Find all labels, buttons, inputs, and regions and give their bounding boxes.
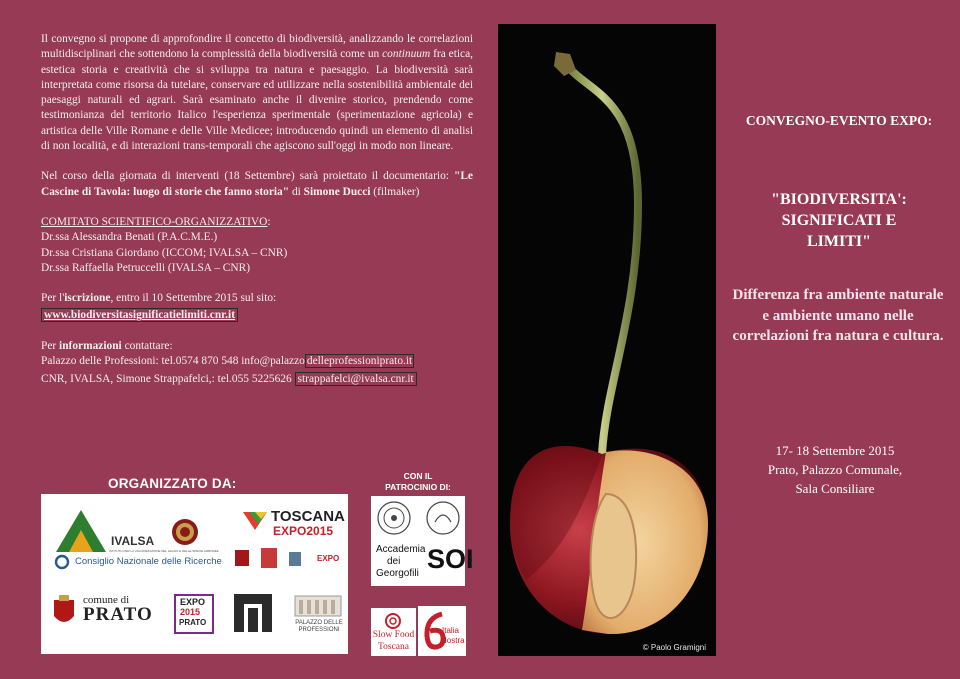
accademia-label-c: Georgofili <box>376 568 419 579</box>
square-logo-icon <box>234 594 272 632</box>
info-email-link-cnr[interactable]: strappafelci@ivalsa.cnr.it <box>295 372 417 386</box>
info-contact-palazzo: Palazzo delle Professioni: tel.0574 870 548 info@palazzo <box>41 355 305 368</box>
italianostra-label-b: Nostra <box>441 636 465 645</box>
event-title <box>720 189 958 252</box>
slowfood-logo <box>371 608 416 656</box>
event-title-line-2: SIGNIFICATI E <box>781 212 897 229</box>
event-room: Sala Consiliare <box>795 481 875 496</box>
patronage-heading-b: PATROCINIO DI: <box>385 482 451 492</box>
committee-block <box>41 215 473 276</box>
event-subtitle: Differenza fra ambiente naturale e ambiente umano nelle correlazioni fra natura e cultura. <box>732 287 944 344</box>
committee-heading-line <box>41 215 473 230</box>
prato-crest-icon <box>51 594 77 628</box>
committee-member: Dr.ssa Alessandra Benati (P.A.C.M.E.) <box>41 231 218 244</box>
italianostra-label-a: Italia <box>442 626 459 635</box>
committee-heading: COMITATO SCIENTIFICO-ORGANIZZATIVO <box>41 215 268 228</box>
toscana-expo-label: EXPO2015 <box>273 524 334 538</box>
sponsor-mini-icon <box>235 550 249 566</box>
ivalsa-logo-icon <box>51 502 161 562</box>
documentary-paragraph <box>41 169 473 200</box>
committee-member: Dr.ssa Raffaella Petruccelli (IVALSA – CNR) <box>41 261 251 274</box>
event-place: Prato, Palazzo Comunale, <box>767 462 903 477</box>
info-line-2 <box>41 372 473 387</box>
accademia-seal-icon <box>376 500 412 536</box>
registration-block <box>41 291 473 324</box>
event-dates: 17- 18 Settembre 2015 <box>775 443 895 458</box>
toscana-label: TOSCANA <box>271 508 345 525</box>
photo-credit: © Paolo Gramigni <box>642 643 706 652</box>
italianostra-logo <box>418 606 466 656</box>
info-email-link[interactable]: delleprofessioniprato.it <box>306 355 413 368</box>
toscana-expo-icon <box>241 508 271 532</box>
event-type: CONVEGNO-EVENTO EXPO: <box>745 113 933 128</box>
comune-label-b: PRATO <box>83 604 153 625</box>
info-block <box>41 339 473 388</box>
registration-text-b: , entro il 10 Settembre 2015 sul sito: <box>110 292 277 305</box>
info-bold: informazioni <box>59 339 122 352</box>
snail-icon <box>383 611 403 629</box>
soi-label: SOI <box>427 544 474 574</box>
slowfood-label-a: Slow Food <box>372 630 415 640</box>
sponsor-mini-icon <box>289 552 301 566</box>
expo-prato-label-c: PRATO <box>179 618 207 627</box>
documentary-role: (filmaker) <box>373 185 420 198</box>
cherry-photo <box>498 24 716 656</box>
event-title-line-3: LIMITI" <box>806 233 871 250</box>
documentary-text-di: di <box>291 185 301 198</box>
ivalsa-label: IVALSA <box>111 534 155 548</box>
patronage-heading-a: CON IL <box>403 471 433 481</box>
sponsor-mini-icon <box>261 548 277 568</box>
info-text-a: Per <box>41 339 57 352</box>
mini-expo-label: EXPO <box>317 554 340 563</box>
expo-prato-label-a: EXPO <box>180 597 206 607</box>
slowfood-label-b: Toscana <box>378 642 409 652</box>
ivalsa-subtitle: ISTITUTO PER LA VALORIZZAZIONE DEL LEGNO E DELLE SPECIE ARBOREE <box>109 549 219 553</box>
palazzo-label: PALAZZO DELLE PROFESSIONI <box>295 620 343 633</box>
cnr-logo-icon <box>54 554 70 570</box>
info-line-1 <box>41 354 473 369</box>
event-details <box>740 441 930 498</box>
registration-bold: iscrizione <box>64 292 111 305</box>
palazzo-logo-icon <box>293 594 343 618</box>
committee-member: Dr.ssa Cristiana Giordano (ICCOM; IVALSA – CNR) <box>41 246 288 259</box>
documentary-author: Simone Ducci <box>303 185 371 198</box>
committee-colon: : <box>267 215 271 228</box>
registration-url-link[interactable]: www.biodiversitasignificatielimiti.cnr.it <box>41 308 238 322</box>
cnr-label: Consiglio Nazionale delle Ricerche <box>75 556 222 567</box>
intro-text-b: fra etica, estetica storia e creatività che si sviluppa tra natura e paesaggio. La biodiversità sarà interpretata come risorsa da tutelare, conservare ed utilizzare nella sostenibilità ambientale dei paesaggi naturali ed agrari. Sarà esaminato anche il divenire storico, prendendo come testimonianza del territorio Italico l'esperienza sperimentale (sperimentazione agricola) e artistica delle Ville Romane e delle Ville Medicee; introducendo quindi un elemento di analisi di non località, e di interazioni trans-temporali che agiscono sull'oggi in modo non lineare. <box>41 48 474 153</box>
registration-text-a: Per l' <box>41 292 65 305</box>
left-text-column <box>41 32 473 403</box>
accademia-label-a: Accademia <box>376 544 426 555</box>
info-contact-cnr: CNR, IVALSA, Simone Strappafelci,: tel.055 5225626 <box>41 373 292 386</box>
expo-prato-logo <box>174 594 214 634</box>
comune-label-a: comune di <box>83 594 130 606</box>
patronage-logo-panel <box>371 496 474 586</box>
intro-text-a: Il convegno si propone di approfondire il concetto di biodiversità, analizzando le correlazioni multidisciplinari che sottendono la complessità della biodiversità come un <box>41 33 473 61</box>
documentary-title: "Le Cascine di Tavola: luogo di storie che fanno storia" <box>41 170 473 198</box>
patronage-heading <box>372 471 464 493</box>
registration-line <box>41 291 473 306</box>
info-text-b: contattare: <box>124 339 173 352</box>
event-title-line-1: "BIODIVERSITA': <box>771 191 907 208</box>
expo-prato-label-b: 2015 <box>180 607 201 617</box>
cherry-image-icon <box>498 24 716 656</box>
info-heading-line <box>41 339 473 354</box>
organizers-logo-panel <box>41 494 348 654</box>
soi-seal-icon <box>425 500 461 536</box>
documentary-text: Nel corso della giornata di interventi (18 Settembre) sarà proiettato il documentario: <box>41 170 449 183</box>
intro-italic: continuum <box>382 48 431 61</box>
seal-icon <box>171 518 199 546</box>
intro-paragraph <box>41 32 473 154</box>
accademia-label-b: dei <box>387 556 401 567</box>
organizers-heading: ORGANIZZATO DA: <box>108 476 237 491</box>
